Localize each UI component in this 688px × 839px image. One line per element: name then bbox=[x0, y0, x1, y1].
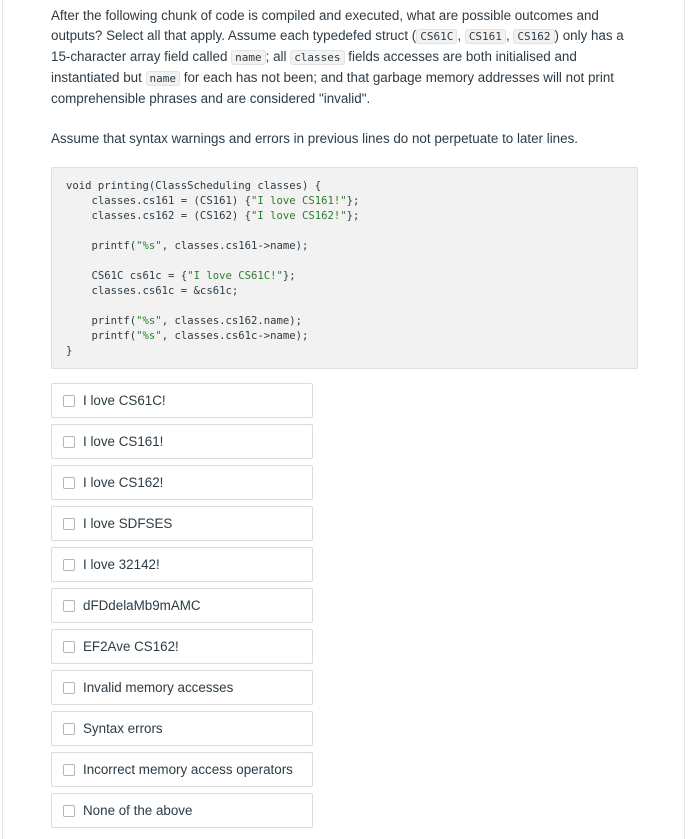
answer-checkbox[interactable] bbox=[63, 395, 75, 407]
code-token: , classes.cs162.name); bbox=[161, 315, 303, 327]
code-token: printf( bbox=[66, 330, 137, 342]
code-line bbox=[66, 194, 637, 209]
answer-option[interactable] bbox=[51, 588, 313, 623]
code-token: , classes.cs61c->name); bbox=[161, 330, 309, 342]
code-token: CS61C cs61c = { bbox=[66, 270, 188, 282]
question-prompt bbox=[51, 6, 646, 149]
answer-option-label: I love CS162! bbox=[83, 475, 164, 490]
string-literal: "I love CS162!" bbox=[250, 210, 347, 222]
code-token: void printing(ClassScheduling classes) { bbox=[66, 180, 322, 192]
answer-checkbox[interactable] bbox=[63, 436, 75, 448]
inline-code: name bbox=[146, 71, 181, 86]
answer-option[interactable] bbox=[51, 629, 313, 664]
code-line bbox=[66, 239, 637, 254]
code-token: classes.cs162 = (CS162) { bbox=[66, 210, 251, 222]
code-token: , classes.cs161->name); bbox=[161, 240, 309, 252]
question-text-segment: ; all bbox=[265, 49, 291, 64]
question-text-segment: After the following chunk of code is compiled and executed, what are possible outcomes and outputs? Select all that apply. Assume each typedefed struct ( bbox=[51, 8, 599, 43]
code-line bbox=[66, 179, 637, 194]
string-literal: "I love CS61C!" bbox=[187, 270, 283, 282]
answer-option-label: Syntax errors bbox=[83, 721, 163, 736]
code-token: }; bbox=[346, 195, 360, 207]
code-token: classes.cs61c = &cs61c; bbox=[66, 285, 239, 297]
question-text-segment: ) only has a 15-character array field called bbox=[51, 28, 624, 64]
answer-checkbox[interactable] bbox=[63, 600, 75, 612]
string-literal: "%s" bbox=[136, 240, 162, 252]
code-line bbox=[66, 314, 637, 329]
code-line bbox=[66, 209, 637, 224]
answer-checkbox[interactable] bbox=[63, 764, 75, 776]
question-text bbox=[51, 6, 646, 109]
code-line bbox=[66, 329, 637, 344]
answer-option[interactable] bbox=[51, 670, 313, 705]
answer-option-label: EF2Ave CS162! bbox=[83, 639, 179, 654]
answer-option[interactable] bbox=[51, 752, 313, 787]
code-line bbox=[66, 284, 637, 299]
answer-option-label: None of the above bbox=[83, 803, 193, 818]
question-text-segment: , bbox=[457, 28, 465, 43]
question-text-segment: for each has not been; and that garbage memory addresses will not print comprehensible phrases and are considered "invalid". bbox=[51, 70, 615, 106]
answer-checkbox[interactable] bbox=[63, 723, 75, 735]
code-token: printf( bbox=[66, 315, 137, 327]
answer-option[interactable] bbox=[51, 424, 313, 459]
answer-option[interactable] bbox=[51, 793, 313, 828]
answer-checkbox[interactable] bbox=[63, 477, 75, 489]
code-token: classes.cs161 = (CS161) { bbox=[66, 195, 251, 207]
code-line bbox=[66, 254, 637, 269]
answer-option[interactable] bbox=[51, 711, 313, 746]
answer-option-label: I love CS61C! bbox=[83, 393, 166, 408]
inline-code: classes bbox=[290, 50, 344, 65]
answer-checkbox[interactable] bbox=[63, 682, 75, 694]
answer-option-label: I love SDFSES bbox=[83, 516, 173, 531]
code-token: printf( bbox=[66, 240, 137, 252]
answer-option-label: dFDdelaMb9mAMC bbox=[83, 598, 201, 613]
code-token: }; bbox=[282, 270, 296, 282]
inline-code: CS162 bbox=[513, 29, 554, 44]
question-text-segment: fields accesses are both initialised and instantiated but bbox=[51, 49, 577, 85]
string-literal: "%s" bbox=[136, 330, 162, 342]
code-token: }; bbox=[346, 210, 360, 222]
answer-checkbox[interactable] bbox=[63, 559, 75, 571]
answer-checkbox[interactable] bbox=[63, 518, 75, 530]
question-note: Assume that syntax warnings and errors in previous lines do not perpetuate to later lines. bbox=[51, 131, 578, 146]
answer-checkbox[interactable] bbox=[63, 805, 75, 817]
question-text-segment: , bbox=[505, 28, 514, 43]
code-block bbox=[51, 167, 638, 369]
code-line bbox=[66, 224, 637, 239]
string-literal: "I love CS161!" bbox=[250, 195, 347, 207]
string-literal: "%s" bbox=[136, 315, 162, 327]
answer-option-label: I love 32142! bbox=[83, 557, 160, 572]
code-token: } bbox=[66, 345, 73, 357]
answer-option[interactable] bbox=[51, 465, 313, 500]
inline-code: name bbox=[231, 50, 266, 65]
answer-option-label: Incorrect memory access operators bbox=[83, 762, 293, 777]
code-line bbox=[66, 269, 637, 284]
answer-option[interactable] bbox=[51, 547, 313, 582]
code-line bbox=[66, 344, 637, 359]
answer-option[interactable] bbox=[51, 383, 313, 418]
inline-code: CS61C bbox=[416, 29, 457, 44]
answer-option-label: Invalid memory accesses bbox=[83, 680, 234, 695]
answer-checkbox[interactable] bbox=[63, 641, 75, 653]
inline-code: CS161 bbox=[465, 29, 506, 44]
code-line bbox=[66, 299, 637, 314]
answer-option-label: I love CS161! bbox=[83, 434, 164, 449]
answer-option[interactable] bbox=[51, 506, 313, 541]
